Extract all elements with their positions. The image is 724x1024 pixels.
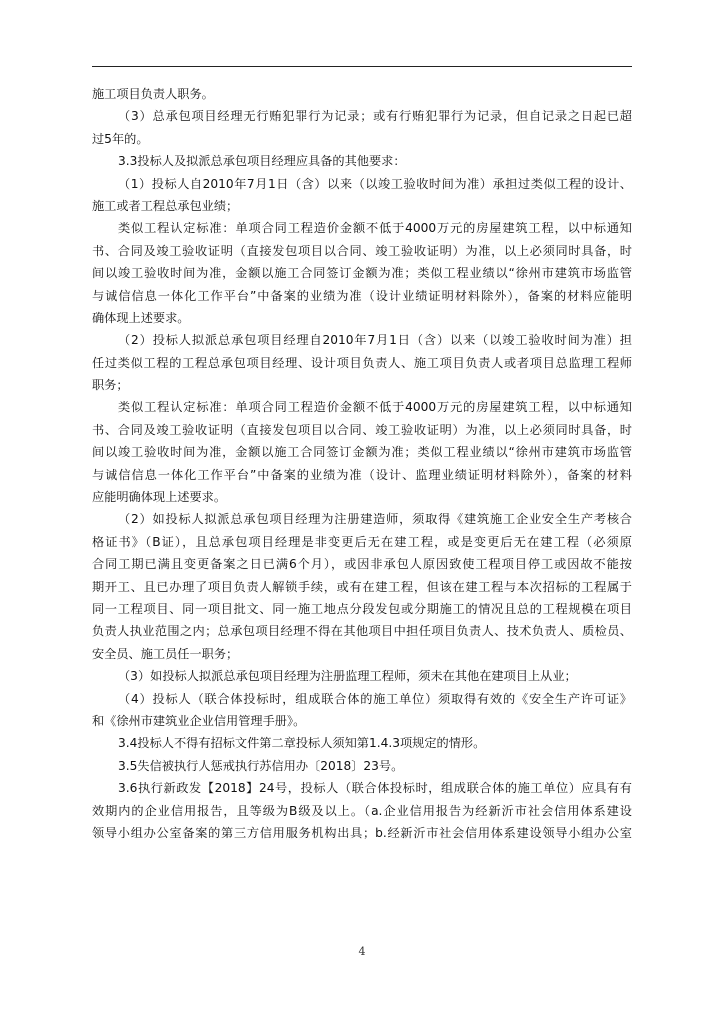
text-line: 安全员、施工员任一职务； (92, 646, 239, 661)
text-line: 应能明确体现上述要求。 (92, 490, 227, 505)
text-line: 与诚信信息一体化工作平台”中备案的业绩为准（设计、监理业绩证明材料除外），备案的材料 (92, 467, 632, 482)
text-line: （2）如投标人拟派总承包项目经理为注册建造师，须取得《建筑施工企业安全生产考核合 (118, 512, 632, 527)
text-line: 与诚信信息一体化工作平台”中备案的业绩为准（设计业绩证明材料除外），备案的材料应能明 (92, 288, 632, 303)
text-line: 施工项目负责人职务。 (92, 87, 214, 101)
text-line: 3.5失信被执行人惩戒执行苏信用办〔2018〕23号。 (118, 758, 404, 773)
text-line: 过5年的。 (92, 131, 149, 146)
text-line: 书、合同及竣工验收证明（直接发包项目以合同、竣工验收证明）为准，以上必须同时具备，时 (92, 422, 632, 437)
page-number: 4 (358, 945, 366, 958)
text-line: （4）投标人（联合体投标时，组成联合体的施工单位）须取得有效的《安全生产许可证》 (118, 691, 632, 706)
text-line: 同一工程项目、同一项目批文、同一施工地点分段发包或分期施工的情况且总的工程规模在项目 (92, 601, 632, 616)
text-line: （3）如投标人拟派总承包项目经理为注册监理工程师，须未在其他在建项目上从业； (118, 669, 577, 684)
text-line: （2）投标人拟派总承包项目经理自2010年7月1日（含）以来（以竣工验收时间为准）担 (118, 333, 632, 348)
text-line: 3.6执行新政发【2018】24号，投标人（联合体投标时，组成联合体的施工单位）应具有有 (118, 781, 632, 796)
text-line: 负责人执业范围之内；总承包项目经理不得在其他项目中担任项目负责人、技术负责人、质检员、 (92, 624, 632, 639)
text-line: 3.4投标人不得有招标文件第二章投标人须知第1.4.3项规定的情形。 (118, 736, 486, 751)
text-line: 间以竣工验收时间为准，金额以施工合同签订金额为准；类似工程业绩以“徐州市建筑市场监管 (92, 445, 632, 460)
text-line: 合同工期已满且变更备案之日已满6个月），或因非承包人原因致使工程项目停工或因故不能按 (92, 557, 632, 572)
text-line: 期开工、且已办理了项目负责人解锁手续，或有在建工程，但该在建工程与本次招标的工程属于 (92, 579, 632, 594)
text-line: 书、合同及竣工验收证明（直接发包项目以合同、竣工验收证明）为准，以上必须同时具备，时 (92, 243, 632, 258)
text-line: 类似工程认定标准：单项合同工程造价金额不低于4000万元的房屋建筑工程，以中标通知 (118, 221, 632, 236)
text-line: 间以竣工验收时间为准，金额以施工合同签订金额为准；类似工程业绩以“徐州市建筑市场监管 (92, 266, 632, 281)
text-line: 职务； (92, 378, 129, 393)
header-rule (92, 66, 632, 67)
text-line: 类似工程认定标准：单项合同工程造价金额不低于4000万元的房屋建筑工程，以中标通知 (118, 400, 632, 415)
text-line: 和《徐州市建筑业企业信用管理手册》。 (92, 713, 306, 728)
document-body (92, 83, 632, 844)
text-line: 任过类似工程的工程总承包项目经理、设计项目负责人、施工项目负责人或者项目总监理工程师 (92, 355, 632, 370)
text-line: （3）总承包项目经理无行贿犯罪行为记录；或有行贿犯罪行为记录，但自记录之日起已超 (118, 109, 632, 124)
text-line: 3.3投标人及拟派总承包项目经理应具备的其他要求： (118, 154, 406, 169)
text-line: 施工或者工程总承包业绩； (92, 198, 239, 213)
text-line: 确体现上述要求。 (92, 310, 190, 325)
text-line: 效期内的企业信用报告，且等级为B级及以上。（a.企业信用报告为经新沂市社会信用体系建设 (92, 803, 632, 818)
text-line: 格证书》（B证），且总承包项目经理是非变更后无在建工程，或是变更后无在建工程（必须原 (92, 534, 632, 549)
text-line: 领导小组办公室备案的第三方信用服务机构出具；b.经新沂市社会信用体系建设领导小组办公室 (92, 825, 632, 840)
text-line: （1）投标人自2010年7月1日（含）以来（以竣工验收时间为准）承担过类似工程的设计、 (118, 176, 632, 191)
